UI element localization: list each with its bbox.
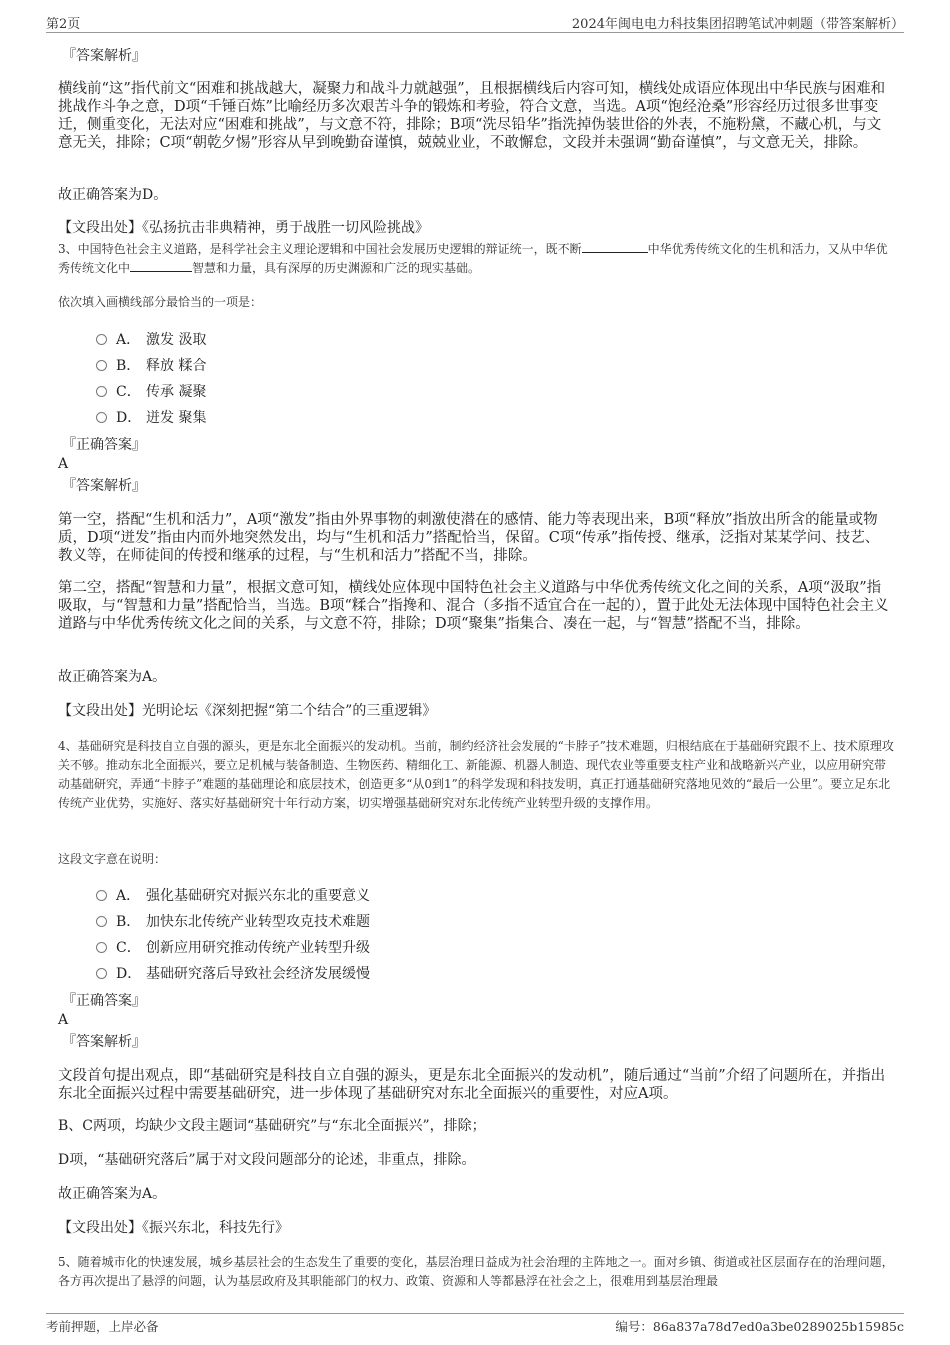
source-q4: 【文段出处】《振兴东北，科技先行》	[58, 1220, 289, 1236]
correct-answer-label-q3: 『正确答案』	[62, 437, 146, 453]
radio-icon[interactable]	[96, 412, 107, 423]
q3-option-d[interactable]: D． 迸发 聚集	[96, 409, 206, 427]
question-3-stem: 3、中国特色社会主义道路，是科学社会主义理论逻辑和中国社会发展历史逻辑的辩证统一，既不断 中华优秀传统文化的生机和活力，又从中华优秀传统文化中 智慧和力量，具有深厚的历史渊源和广泛的现实基础。	[58, 242, 888, 275]
radio-icon[interactable]	[96, 942, 107, 953]
analysis-q4-p1: 文段首句提出观点，即“基础研究是科技自立自强的源头，更是东北全面振兴的发动机”，随后通过“当前”介绍了问题所在，并指出东北全面振兴过程中需要基础研究，进一步体现了基础研究对东北全面振兴的重要性，对应A项。	[58, 1068, 886, 1102]
analysis-q3-p1: 第一空，搭配“生机和活力”，A项“激发”指由外界事物的刺激使潜在的感情、能力等表现出来，B项“释放”指放出所含的能量或物质，D项“迸发”指由内而外地突然发出，均与“生机和活力”搭配恰当，保留。C项“传承”指传授、继承，泛指对某某学问、技艺、教义等，在师徒间的传授和继承的过程，与“生机和活力”搭配不当，排除。	[58, 512, 880, 564]
radio-icon[interactable]	[96, 334, 107, 345]
question-4-prompt: 这段文字意在说明：	[58, 852, 167, 866]
document-code: 编号：86a837a78d7ed0a3be0289025b15985c	[615, 1319, 904, 1334]
q4-option-b[interactable]: B． 加快东北传统产业转型攻克技术难题	[96, 913, 370, 931]
source-prev: 【文段出处】《弘扬抗击非典精神，勇于战胜一切风险挑战》	[58, 220, 429, 236]
question-5-stem: 5、随着城市化的快速发展，城乡基层社会的生态发生了重要的变化，基层治理日益成为社会治理的主阵地之一。面对乡镇、街道或社区层面存在的治理问题，各方再次提出了悬浮的问题，认为基层政府及其职能部门的权力、政策、资源和人等都悬浮在社会之上，很难用到基层治理最	[58, 1255, 894, 1288]
correct-answer-q4: A	[58, 1012, 69, 1028]
question-4-stem: 4、基础研究是科技自立自强的源头，更是东北全面振兴的发动机。当前，制约经济社会发展的“卡脖子”技术难题，归根结底在于基础研究跟不上、技术原理攻关不够。推动东北全面振兴，要立足机械与装备制造、生物医药、精细化工、新能源、机器人制造、现代农业等重要支柱产业和战略新兴产业，以应用研究带动基础研究，弄通“卡脖子”难题的基础理论和底层技术，创造更多“从0到1”的科学发现和科技发明，真正打通基础研究落地见效的“最后一公里”。要立足东北传统产业优势，实施好、落实好基础研究十年行动方案，切实增强基础研究对东北传统产业转型升级的支撑作用。	[58, 739, 894, 810]
footer-slogan: 考前押题，上岸必备	[46, 1319, 159, 1334]
source-q3: 【文段出处】光明论坛《深刻把握“第二个结合”的三重逻辑》	[58, 703, 437, 719]
page-header	[46, 12, 904, 33]
analysis-label-q3: 『答案解析』	[62, 478, 146, 494]
correct-answer-label-q4: 『正确答案』	[62, 993, 146, 1009]
correct-answer-q3: A	[58, 456, 69, 472]
radio-icon[interactable]	[96, 386, 107, 397]
analysis-q4-p3: D项，“基础研究落后”属于对文段问题部分的论述，非重点，排除。	[58, 1152, 476, 1168]
question-3-prompt: 依次填入画横线部分最恰当的一项是：	[58, 295, 263, 309]
q4-option-d[interactable]: D． 基础研究落后导致社会经济发展缓慢	[96, 965, 370, 983]
page-footer	[46, 1313, 904, 1334]
q3-option-b[interactable]: B． 释放 糅合	[96, 357, 206, 375]
radio-icon[interactable]	[96, 890, 107, 901]
radio-icon[interactable]	[96, 916, 107, 927]
fill-blank-1	[582, 240, 648, 253]
page-number: 第2页	[46, 17, 81, 32]
conclusion-prev: 故正确答案为D。	[58, 187, 168, 203]
q3-option-a[interactable]: A． 激发 汲取	[96, 331, 206, 349]
analysis-text-prev: 横线前“这”指代前文“困难和挑战越大，凝聚力和战斗力就越强”，且根据横线后内容可知，横线处成语应体现出中华民族与困难和挑战作斗争之意，D项“千锤百炼”比喻经历多次艰苦斗争的锻炼和考验，符合文意，当选。A项“饱经沧桑”形容经历过很多世事变迁，侧重变化，无法对应“困难和挑战”，与文意不符，排除；B项“洗尽铅华”指洗掉伪装世俗的外表，不施粉黛，不藏心机，与文意无关，排除；C项“朝乾夕惕”形容从早到晚勤奋谨慎，兢兢业业，不敢懈怠，文段并未强调“勤奋谨慎”，与文意无关，排除。	[58, 81, 886, 151]
conclusion-q3: 故正确答案为A。	[58, 669, 167, 685]
radio-icon[interactable]	[96, 968, 107, 979]
analysis-label-prev: 『答案解析』	[62, 48, 146, 64]
analysis-q4-p2: B、C两项，均缺少文段主题词“基础研究”与“东北全面振兴”，排除；	[58, 1118, 486, 1134]
document-title: 2024年闽电电力科技集团招聘笔试冲刺题（带答案解析）	[571, 17, 904, 32]
fill-blank-2	[130, 259, 192, 272]
q3-option-c[interactable]: C． 传承 凝聚	[96, 383, 206, 401]
conclusion-q4: 故正确答案为A。	[58, 1186, 167, 1202]
analysis-label-q4: 『答案解析』	[62, 1034, 146, 1050]
q4-option-c[interactable]: C． 创新应用研究推动传统产业转型升级	[96, 939, 370, 957]
analysis-q3-p2: 第二空，搭配“智慧和力量”，根据文意可知，横线处应体现中国特色社会主义道路与中华优秀传统文化之间的关系，A项“汲取”指吸取，与“智慧和力量”搭配恰当，当选。B项“糅合”指搀和、混合（多指不适宜合在一起的），置于此处无法体现中国特色社会主义道路与中华优秀传统文化之间的关系，与文意不符，排除；D项“聚集”指集合、凑在一起，与“智慧”搭配不当，排除。	[58, 580, 889, 632]
radio-icon[interactable]	[96, 360, 107, 371]
q4-option-a[interactable]: A． 强化基础研究对振兴东北的重要意义	[96, 887, 370, 905]
